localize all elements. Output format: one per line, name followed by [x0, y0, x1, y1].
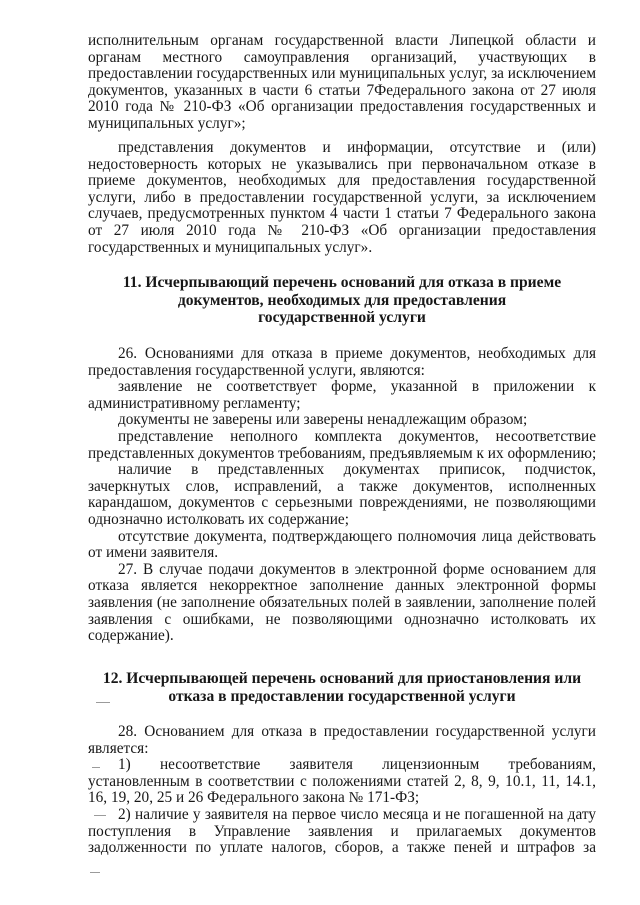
heading-line: документов, необходимых для предоставления: [177, 291, 507, 309]
heading-line: отказа в предоставлении государственной услуги: [168, 687, 516, 705]
paragraph-continuation: [88, 33, 596, 133]
text-line: от 27 июля 2010 года № 210-ФЗ «Об организации предоставления: [88, 222, 596, 239]
text-line: документы не заверены или заверены ненадлежащим образом;: [118, 412, 528, 429]
text-line: установленным в соответствии с положениями статей 2, 8, 9, 10.1, 11, 14.1,: [88, 773, 596, 790]
text-line: отсутствие документа, подтверждающего полномочия лица действовать: [118, 528, 596, 545]
text-line: заявления (не заполнение обязательных полей в заявлении, заполнение полей: [88, 594, 596, 611]
text-line: представления документов и информации, отсутствие и (или): [118, 140, 596, 156]
text-line: от имени заявителя.: [88, 545, 219, 562]
text-line: государственных и муниципальных услуг».: [88, 239, 373, 256]
text-line: заявление не соответствует форме, указанной в приложении к: [118, 379, 596, 396]
text-line: 27. В случае подачи документов в электронной форме основанием для: [118, 561, 596, 578]
heading-line: государственной услуги: [258, 309, 426, 326]
text-line: содержание).: [88, 628, 174, 645]
text-line: 16, 19, 20, 25 и 26 Федерального закона № 171-ФЗ;: [88, 790, 420, 807]
text-line: 1) несоответствие заявителя лицензионным требованиям,: [118, 757, 596, 774]
heading-line: 11. Исчерпывающий перечень оснований для отказа в приеме: [122, 274, 562, 291]
text-line: однозначно истолковать их содержание;: [88, 511, 349, 528]
scan-speck: [92, 767, 100, 768]
section-11-body: [88, 346, 596, 645]
text-line: органам местного самоуправления организаций, участвующих в: [88, 49, 596, 66]
text-line: наличие в представленных документах приписок, подчисток,: [118, 462, 596, 479]
text-line: предоставлении государственных или муниципальных услуг, за исключением: [88, 66, 596, 83]
text-line: муниципальных услуг»;: [88, 115, 246, 132]
text-line: исполнительным органам государственной власти Липецкой области и: [88, 33, 596, 49]
text-line: 2) наличие у заявителя на первое число месяца и не погашенной на дату: [118, 806, 596, 823]
scan-speck: [90, 872, 100, 873]
text-line: карандашом, документов с серьезными повреждениями, не позволяющими: [88, 495, 596, 512]
text-line: приеме документов, необходимых для предоставления государственной: [88, 173, 596, 190]
text-line: случаев, предусмотренных пунктом 4 части 1 статьи 7 Федерального закона: [88, 206, 596, 223]
text-line: услуги, либо в предоставлении государственной услуги, за исключением: [88, 189, 596, 206]
text-line: 2010 года № 210-ФЗ «Об организации предоставления государственных и: [88, 99, 596, 116]
section-11-heading: [88, 274, 596, 327]
text-line: 26. Основаниями для отказа в приеме документов, необходимых для: [118, 346, 596, 362]
text-line: административному регламенту;: [88, 395, 301, 412]
text-line: задолженности по уплате налогов, сборов, а также пеней и штрафов за: [88, 840, 596, 857]
text-line: документов, указанных в части 6 статьи 7Федерального закона от 27 июля: [88, 82, 596, 99]
text-line: поступления в Управление заявления и прилагаемых документов: [88, 823, 596, 840]
text-line: недостоверность которых не указывались при первоначальном отказе в: [88, 156, 596, 173]
section-12-heading: [88, 670, 596, 705]
paragraph-representation: [88, 140, 596, 256]
scan-speck: [94, 815, 106, 816]
text-line: зачеркнутых слов, исправлений, а также документов, исполненных: [88, 478, 596, 495]
text-line: предоставления государственной услуги, являются:: [88, 362, 425, 379]
text-line: заявления с ошибками, не позволяющими однозначно истолковать их: [88, 611, 596, 628]
text-line: представление неполного комплекта документов, несоответствие: [118, 428, 596, 445]
text-line: является:: [88, 740, 149, 757]
heading-line: 12. Исчерпывающей перечень оснований для приостановления или: [102, 670, 582, 687]
text-line: отказа является некорректное заполнение данных электронной формы: [88, 578, 596, 595]
scan-speck: [96, 702, 110, 703]
text-line: 28. Основанием для отказа в предоставлении государственной услуги: [118, 724, 596, 740]
section-12-body: [88, 724, 596, 857]
text-line: представленных документов требованиям, предъявляемым к их оформлению;: [88, 445, 596, 462]
